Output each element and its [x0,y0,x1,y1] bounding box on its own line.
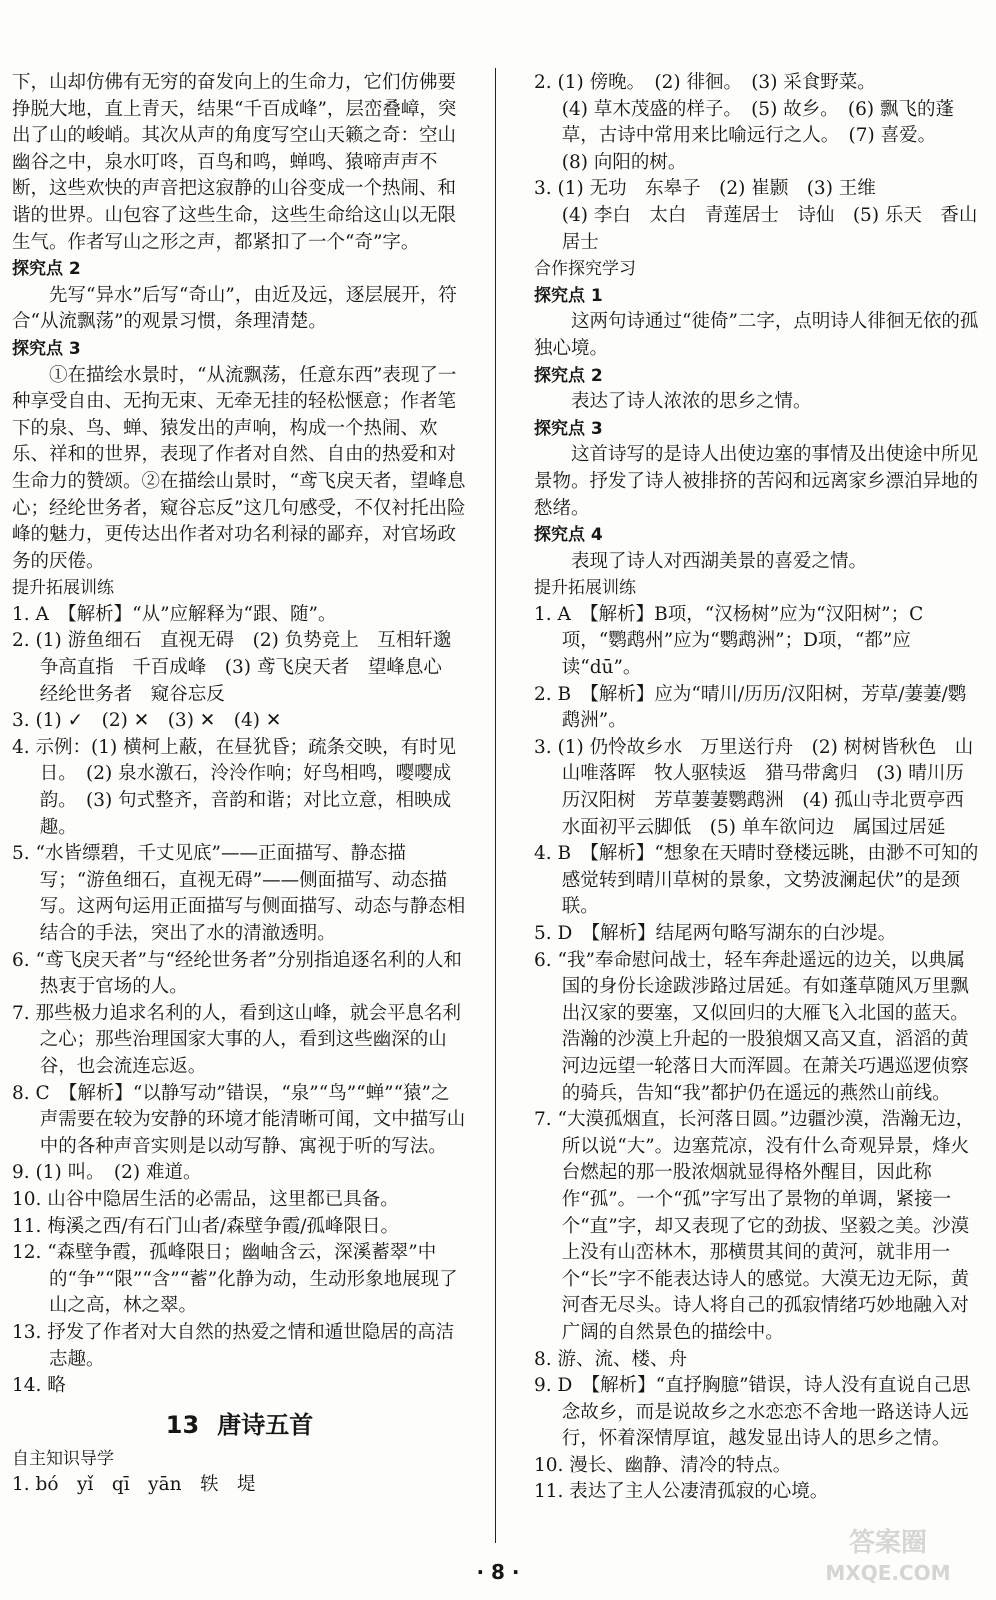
answer-item: 8. C 【解析】“以静写动”错误，“泉”“鸟”“蝉”“猿”之声需要在较为安静的环境才能清晰可闻，文中描写山中的各种声音实则是以动写静、寓视于听的写法。 [12,1082,466,1157]
answer-item: 4. B 【解析】“想象在天晴时登楼远眺，由渺不可知的感觉转到晴川草树的景象，文势波澜起伏”的是颈联。 [534,843,979,918]
answer-item: 8. 游、流、楼、舟 [534,1348,688,1370]
section-label: 提升拓展训练 [12,578,114,599]
left-column [12,70,470,1499]
answer-item: 3. (1) 仍怜故乡水 万里送行舟 (2) 树树皆秋色 山山唯落晖 牧人驱犊返 猎马带禽归 (3) 晴川历历汉阳树 芳草萋萋鹦鹉洲 (4) 孤山寺北贾亭西 水面初平云脚低 (5) 单车欲问边 属国过居延 [534,736,983,838]
answer-item: 13. 抒发了作者对大自然的热爱之情和遁世隐居的高洁志趣。 [12,1321,455,1370]
answer-item: 6. “鸢飞戾天者”与“经纶世务者”分别指追逐名利的人和热衷于官场的人。 [12,949,462,998]
answer-item: 4. 示例：(1) 横柯上蔽，在昼犹昏；疏条交映，有时见日。 (2) 泉水激石，泠泠作响；好鸟相鸣，嘤嘤成韵。 (3) 句式整齐，音韵和谐；对比立意，相映成趣。 [12,736,457,838]
section-heading: 探究点 1 [534,285,603,306]
paragraph: 表现了诗人对西湖美景的喜爱之情。 [571,550,868,572]
answer-item: 7. 那些极力追求名利的人，看到这山峰，就会平息名利之心；那些治理国家大事的人，看到这些幽深的山谷，也会流连忘返。 [12,1002,462,1077]
answer-item: 12. “森壁争霞，孤峰限日；幽岫含云，深溪蓄翠”中的“争”“限”“含”“蓄”化静为动，生动形象地展现了山之高，林之翠。 [12,1242,458,1317]
watermark-line-2: MXQE.COM [825,1561,951,1585]
page-number: · 8 · [476,1560,520,1584]
section-heading: 探究点 3 [534,418,603,439]
answer-continuation: (4) 草木茂盛的样子。 (5) 故乡。 (6) 飘飞的蓬草，古诗中常用来比喻远行之人。 (7) 喜爱。 [561,98,955,147]
watermark-logo [788,1528,988,1592]
section-heading: 探究点 3 [12,338,81,359]
section-heading: 探究点 4 [534,525,603,546]
section-label: 合作探究学习 [534,259,636,280]
column-divider [495,68,496,1543]
answer-item: 5. D 【解析】结尾两句略写湖东的白沙堤。 [534,923,897,944]
answer-item: 11. 表达了主人公凄清孤寂的心境。 [534,1481,829,1503]
section-label: 提升拓展训练 [534,578,636,599]
answer-item: 3. (1) 无功 东皋子 (2) 崔颢 (3) 王维 [534,178,876,200]
answer-continuation: (4) 李白 太白 青莲居士 诗仙 (5) 乐天 香山居士 [561,204,978,253]
lesson-name: 唐诗五首 [217,1409,314,1439]
answer-item: 9. D 【解析】“直抒胸臆”错误，诗人没有直说自己思念故乡，而是说故乡之水恋恋不舍地一路送诗人远行，怀着深情厚谊，越发显出诗人的思乡之情。 [534,1375,971,1450]
answer-item: 1. bó yǐ qī yān 轶 堤 [12,1474,256,1496]
answer-item: 2. (1) 傍晚。 (2) 徘徊。 (3) 采食野菜。 [534,72,876,93]
answer-item: 1. A 【解析】B项，“汉杨树”应为“汉阳树”；C项，“鹦鹉州”应为“鹦鹉洲”；D项，“都”应读“dū”。 [534,603,924,679]
paragraph: 这首诗写的是诗人出使边塞的事情及出使途中所见景物。抒发了诗人被排挤的苦闷和远离家乡漂泊异地的愁绪。 [534,444,979,519]
answer-item: 10. 漫长、幽静、清冷的特点。 [534,1454,792,1476]
answer-item: 6. “我”奉命慰问战士，轻车奔赴遥远的边关，以典属国的身份长途跋涉路过居延。有如蓬草随风万里飘出汉家的要塞，又似回归的大雁飞入北国的蓝天。浩瀚的沙漠上升起的一股狼烟又高又直，滔滔的黄河边远望一轮落日大而浑圆。在萧关巧遇巡逻侦察的骑兵，告知“我”都护仍在遥远的燕然山前线。 [534,949,969,1104]
answer-item: 14. 略 [12,1375,66,1397]
lesson-title [12,1408,467,1442]
answer-item: 10. 山谷中隐居生活的必需品，这里都已具备。 [12,1188,399,1210]
right-column [534,70,982,1506]
answer-item: 11. 梅溪之西/有石门山者/森壁争霞/孤峰限日。 [12,1215,400,1237]
answer-item: 9. (1) 叫。 (2) 难道。 [12,1162,202,1184]
paragraph: 这两句诗通过“徙倚”二字，点明诗人徘徊无依的孤独心境。 [534,311,979,359]
answer-item: 2. B 【解析】应为“晴川/历历/汉阳树，芳草/萋萋/鹦鹉洲”。 [534,683,967,732]
paragraph: 先写“异水”后写“奇山”，由近及远，逐层展开，符合“从流飘荡”的观景习惯，条理清楚。 [12,284,457,333]
watermark-line-1: 答案圈 [848,1528,927,1558]
lesson-number: 13 [165,1410,200,1439]
answer-item: 2. (1) 游鱼细石 直视无碍 (2) 负势竞上 互相轩邈 争高直指 千百成峰 (3) 鸢飞戾天者 望峰息心 经纶世务者 窥谷忘反 [12,630,470,705]
answer-item: 7. “大漠孤烟直，长河落日圆。”边疆沙漠，浩瀚无边，所以说“大”。边塞荒凉，没有什么奇观异景，烽火台燃起的那一股浓烟就显得格外醒目，因此称作“孤”。一个“孤”字写出了景物的单调，紧接一个“直”字，却又表现了它的劲拔、坚毅之美。沙漠上没有山峦林木，那横贯其间的黄河，就非用一个“长”字不能表达诗人的感觉。大漠无边无际，黄河杳无尽头。诗人将自己的孤寂情绪巧妙地融入对广阔的自然景色的描绘中。 [534,1109,975,1343]
paragraph: 下，山却仿佛有无穷的奋发向上的生命力，它们仿佛要挣脱大地，直上青天，结果“千百成峰”，层峦叠嶂，突出了山的峻峭。其次从声的角度写空山天籁之奇：空山幽谷之中，泉水叮咚，百鸟和鸣，蝉鸣、猿啼声声不断，这些欢快的声音把这寂静的山谷变成一个热闹、和谐的世界。山包容了这些生命，这些生命给这山以无限生气。作者写山之形之声，都紧扣了一个“奇”字。 [12,72,457,253]
paragraph: ①在描绘水景时，“从流飘荡，任意东西”表现了一种享受自由、无拘无束、无牵无挂的轻松惬意；作者笔下的泉、鸟、蝉、猿发出的声响，构成一个热闹、欢乐、祥和的世界，表现了作者对自然、自由的热爱和对生命力的赞颂。②在描绘山景时，“鸢飞戾天者，望峰息心；经纶世务者，窥谷忘反”这几句感受，不仅衬托出险峰的魅力，更传达出作者对功名利禄的鄙弃，对官场政务的厌倦。 [12,364,466,572]
paragraph: 表达了诗人浓浓的思乡之情。 [571,391,812,413]
answer-item: 5. “水皆缥碧，千丈见底”——正面描写、静态描写；“游鱼细石，直视无碍”——侧面描写、动态描写。这两句运用正面描写与侧面描写、动态与静态相结合的手法，突出了水的清澈透明。 [12,843,466,944]
section-heading: 探究点 2 [534,365,603,386]
section-heading: 探究点 2 [12,259,81,280]
answer-item: 1. A 【解析】“从”应解释为“跟、随”。 [12,603,337,625]
answer-item: 3. (1) ✓ (2) ✕ (3) ✕ (4) ✕ [12,710,282,732]
answer-continuation: (8) 向阳的树。 [561,151,687,173]
section-label: 自主知识导学 [12,1448,114,1469]
